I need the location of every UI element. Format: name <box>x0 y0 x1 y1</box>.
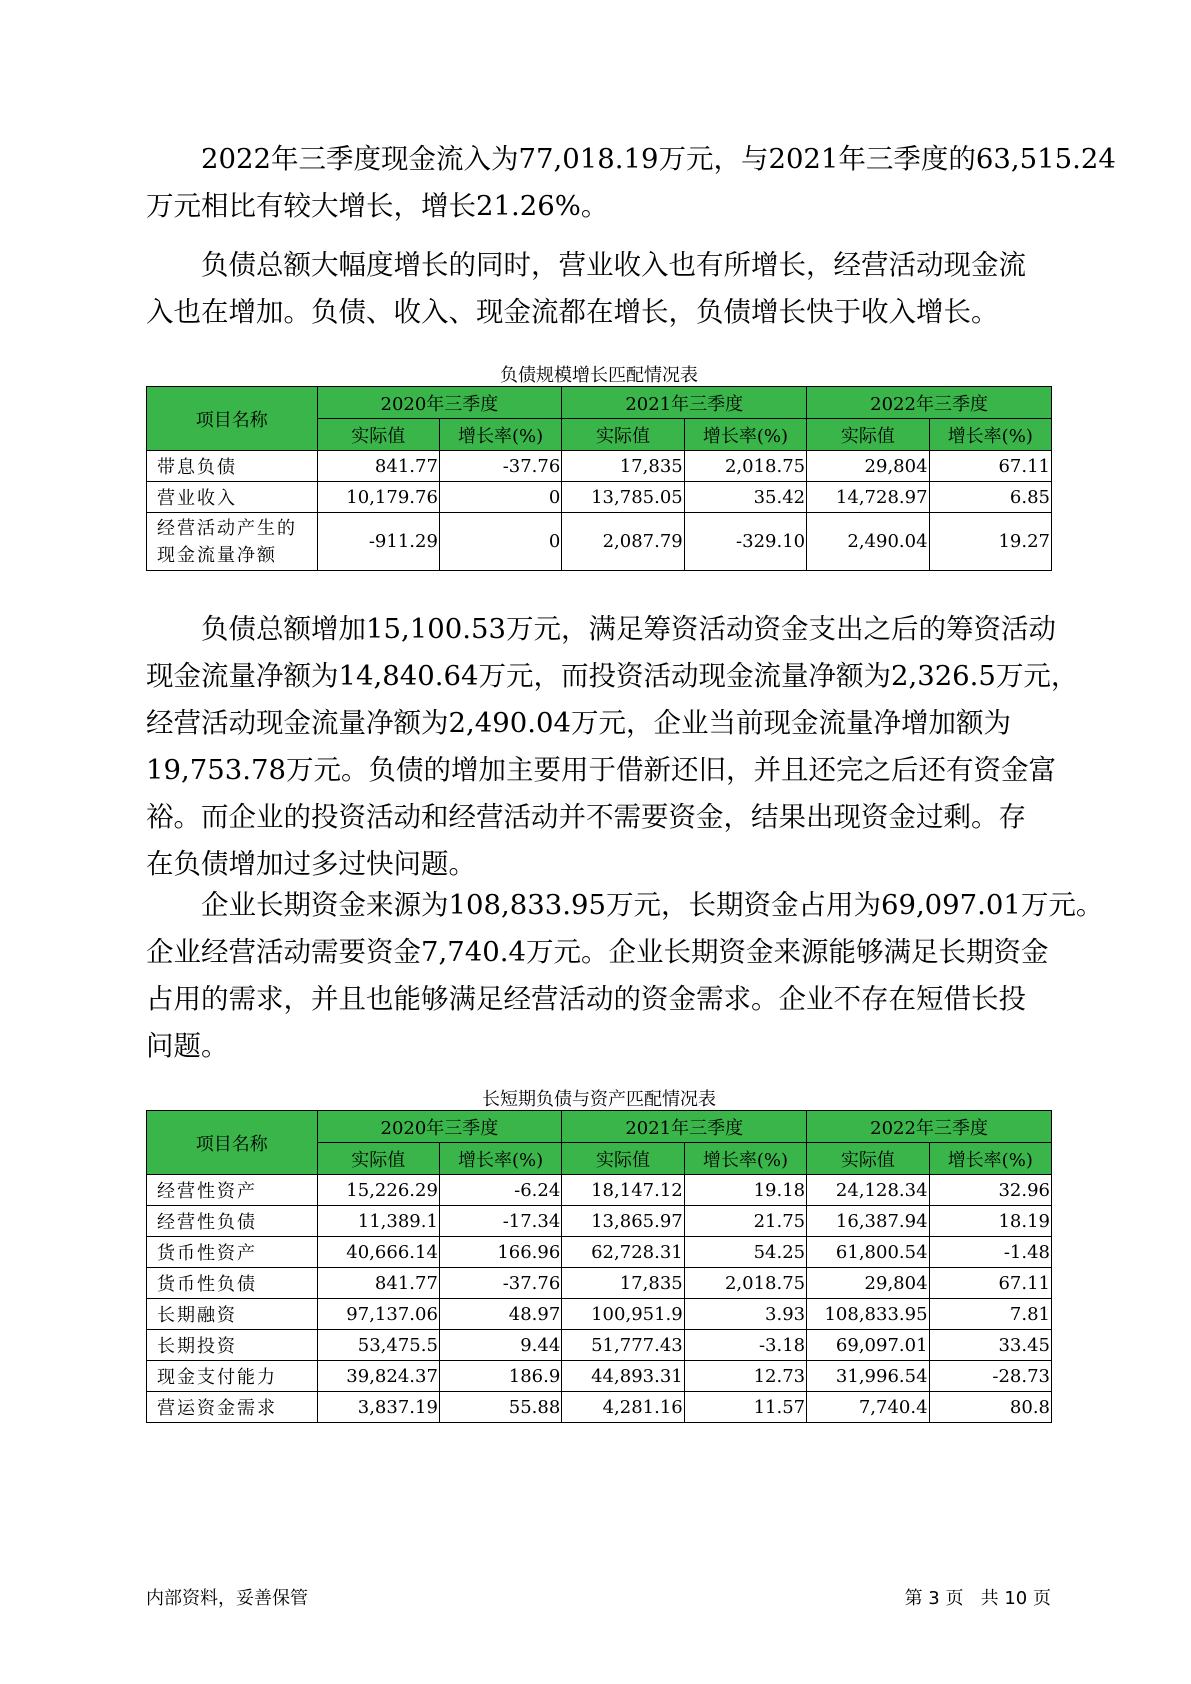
cell-value: 19.18 <box>684 1175 806 1206</box>
table-row <box>147 451 1052 482</box>
header-growth: 增长率(%) <box>439 419 561 451</box>
cell-value: -911.29 <box>317 513 439 571</box>
paragraph-line: 企业经营活动需要资金7,740.4万元。企业长期资金来源能够满足长期资金 <box>146 936 1049 968</box>
cell-value: 18,147.12 <box>562 1175 684 1206</box>
header-item-name: 项目名称 <box>147 1111 318 1175</box>
cell-value: 39,824.37 <box>317 1361 439 1392</box>
cell-value: 29,804 <box>807 451 929 482</box>
debt-growth-table <box>146 386 1052 571</box>
paragraph-line: 负债总额增加15,100.53万元，满足筹资活动资金支出之后的筹资活动 <box>201 613 1056 645</box>
cell-value: 29,804 <box>807 1268 929 1299</box>
header-period: 2022年三季度 <box>807 387 1052 419</box>
cell-value: -28.73 <box>929 1361 1051 1392</box>
cell-value: 35.42 <box>684 482 806 513</box>
paragraph-line: 2022年三季度现金流入为77,018.19万元，与2021年三季度的63,515.24 <box>201 143 1116 175</box>
cell-value: 80.8 <box>929 1392 1051 1423</box>
row-label: 现金支付能力 <box>147 1361 318 1392</box>
cell-value: 2,087.79 <box>562 513 684 571</box>
header-period: 2021年三季度 <box>562 1111 807 1143</box>
cell-value: -37.76 <box>439 451 561 482</box>
cell-value: 33.45 <box>929 1330 1051 1361</box>
cell-value: 32.96 <box>929 1175 1051 1206</box>
cell-value: 14,728.97 <box>807 482 929 513</box>
row-label: 经营活动产生的现金流量净额 <box>147 513 318 571</box>
cell-value: -1.48 <box>929 1237 1051 1268</box>
row-label: 货币性负债 <box>147 1268 318 1299</box>
paragraph-line: 问题。 <box>146 1030 229 1062</box>
cell-value: 2,490.04 <box>807 513 929 571</box>
cell-value: 4,281.16 <box>562 1392 684 1423</box>
paragraph-line: 负债总额大幅度增长的同时，营业收入也有所增长，经营活动现金流 <box>201 249 1026 281</box>
cell-value: 31,996.54 <box>807 1361 929 1392</box>
cell-value: 166.96 <box>439 1237 561 1268</box>
header-growth: 增长率(%) <box>439 1143 561 1175</box>
cell-value: 15,226.29 <box>317 1175 439 1206</box>
row-label: 长期投资 <box>147 1330 318 1361</box>
cell-value: 0 <box>439 513 561 571</box>
paragraph-line: 19,753.78万元。负债的增加主要用于借新还旧，并且还完之后还有资金富 <box>146 754 1056 786</box>
cell-value: 13,865.97 <box>562 1206 684 1237</box>
cell-value: 17,835 <box>562 1268 684 1299</box>
header-actual: 实际值 <box>562 1143 684 1175</box>
cell-value: -6.24 <box>439 1175 561 1206</box>
asset-liability-match-table <box>146 1110 1052 1423</box>
cell-value: 67.11 <box>929 1268 1051 1299</box>
header-growth: 增长率(%) <box>684 1143 806 1175</box>
header-growth: 增长率(%) <box>929 419 1051 451</box>
cell-value: 7.81 <box>929 1299 1051 1330</box>
table-row <box>147 1330 1052 1361</box>
header-period: 2020年三季度 <box>317 387 562 419</box>
table-row <box>147 1206 1052 1237</box>
footer-page-number: 第 3 页 共 10 页 <box>904 1588 1051 1609</box>
cell-value: 11.57 <box>684 1392 806 1423</box>
row-label: 经营性资产 <box>147 1175 318 1206</box>
cell-value: 9.44 <box>439 1330 561 1361</box>
row-label: 营业收入 <box>147 482 318 513</box>
cell-value: -329.10 <box>684 513 806 571</box>
row-label: 带息负债 <box>147 451 318 482</box>
cell-value: 2,018.75 <box>684 1268 806 1299</box>
paragraph-debt-increase <box>146 606 1079 888</box>
cell-value: 62,728.31 <box>562 1237 684 1268</box>
header-period: 2020年三季度 <box>317 1111 562 1143</box>
paragraph-line: 占用的需求，并且也能够满足经营活动的资金需求。企业不存在短借长投 <box>146 983 1026 1015</box>
cell-value: 6.85 <box>929 482 1051 513</box>
header-actual: 实际值 <box>317 419 439 451</box>
table2-caption: 长短期负债与资产匹配情况表 <box>482 1089 716 1110</box>
table-row <box>147 1268 1052 1299</box>
header-actual: 实际值 <box>807 1143 929 1175</box>
paragraph-line: 裕。而企业的投资活动和经营活动并不需要资金，结果出现资金过剩。存 <box>146 801 1026 833</box>
row-label: 经营性负债 <box>147 1206 318 1237</box>
cell-value: 61,800.54 <box>807 1237 929 1268</box>
cell-value: 3,837.19 <box>317 1392 439 1423</box>
cell-value: 3.93 <box>684 1299 806 1330</box>
cell-value: 55.88 <box>439 1392 561 1423</box>
cell-value: 7,740.4 <box>807 1392 929 1423</box>
table-row <box>147 1175 1052 1206</box>
table-row <box>147 1299 1052 1330</box>
cell-value: 108,833.95 <box>807 1299 929 1330</box>
table-row <box>147 1361 1052 1392</box>
cell-value: 841.77 <box>317 451 439 482</box>
paragraph-line: 现金流量净额为14,840.64万元，而投资活动现金流量净额为2,326.5万元， <box>146 660 1079 692</box>
cell-value: 100,951.9 <box>562 1299 684 1330</box>
cell-value: -17.34 <box>439 1206 561 1237</box>
cell-value: 13,785.05 <box>562 482 684 513</box>
header-growth: 增长率(%) <box>684 419 806 451</box>
cell-value: 69,097.01 <box>807 1330 929 1361</box>
cell-value: 19.27 <box>929 513 1051 571</box>
row-label: 营运资金需求 <box>147 1392 318 1423</box>
row-label: 货币性资产 <box>147 1237 318 1268</box>
paragraph-growth-summary <box>146 242 1066 336</box>
paragraph-line: 万元相比有较大增长，增长21.26%。 <box>146 190 609 222</box>
header-actual: 实际值 <box>807 419 929 451</box>
cell-value: -37.76 <box>439 1268 561 1299</box>
cell-value: 16,387.94 <box>807 1206 929 1237</box>
cell-value: 48.97 <box>439 1299 561 1330</box>
table-row <box>147 1392 1052 1423</box>
paragraph-line: 经营活动现金流量净额为2,490.04万元，企业当前现金流量净增加额为 <box>146 707 1011 739</box>
table-row <box>147 1237 1052 1268</box>
cell-value: 17,835 <box>562 451 684 482</box>
cell-value: 2,018.75 <box>684 451 806 482</box>
cell-value: 10,179.76 <box>317 482 439 513</box>
header-actual: 实际值 <box>562 419 684 451</box>
table-row <box>147 482 1052 513</box>
cell-value: 51,777.43 <box>562 1330 684 1361</box>
cell-value: 186.9 <box>439 1361 561 1392</box>
paragraph-long-term-funding <box>146 882 1104 1070</box>
table-row <box>147 513 1052 571</box>
header-item-name: 项目名称 <box>147 387 318 451</box>
cell-value: 97,137.06 <box>317 1299 439 1330</box>
cell-value: 11,389.1 <box>317 1206 439 1237</box>
cell-value: 53,475.5 <box>317 1330 439 1361</box>
paragraph-line: 入也在增加。负债、收入、现金流都在增长，负债增长快于收入增长。 <box>146 296 999 328</box>
cell-value: 21.75 <box>684 1206 806 1237</box>
row-label: 长期融资 <box>147 1299 318 1330</box>
paragraph-line: 在负债增加过多过快问题。 <box>146 848 476 880</box>
cell-value: 44,893.31 <box>562 1361 684 1392</box>
cell-value: 67.11 <box>929 451 1051 482</box>
cell-value: 18.19 <box>929 1206 1051 1237</box>
cell-value: 12.73 <box>684 1361 806 1392</box>
footer-confidential-note: 内部资料，妥善保管 <box>146 1588 308 1609</box>
header-actual: 实际值 <box>317 1143 439 1175</box>
cell-value: 54.25 <box>684 1237 806 1268</box>
cell-value: -3.18 <box>684 1330 806 1361</box>
cell-value: 841.77 <box>317 1268 439 1299</box>
paragraph-line: 企业长期资金来源为108,833.95万元，长期资金占用为69,097.01万元。 <box>201 889 1104 921</box>
cell-value: 0 <box>439 482 561 513</box>
table1-caption: 负债规模增长匹配情况表 <box>500 365 698 386</box>
header-growth: 增长率(%) <box>929 1143 1051 1175</box>
header-period: 2021年三季度 <box>562 387 807 419</box>
cell-value: 40,666.14 <box>317 1237 439 1268</box>
header-period: 2022年三季度 <box>807 1111 1052 1143</box>
paragraph-cash-inflow <box>146 136 1116 230</box>
cell-value: 24,128.34 <box>807 1175 929 1206</box>
